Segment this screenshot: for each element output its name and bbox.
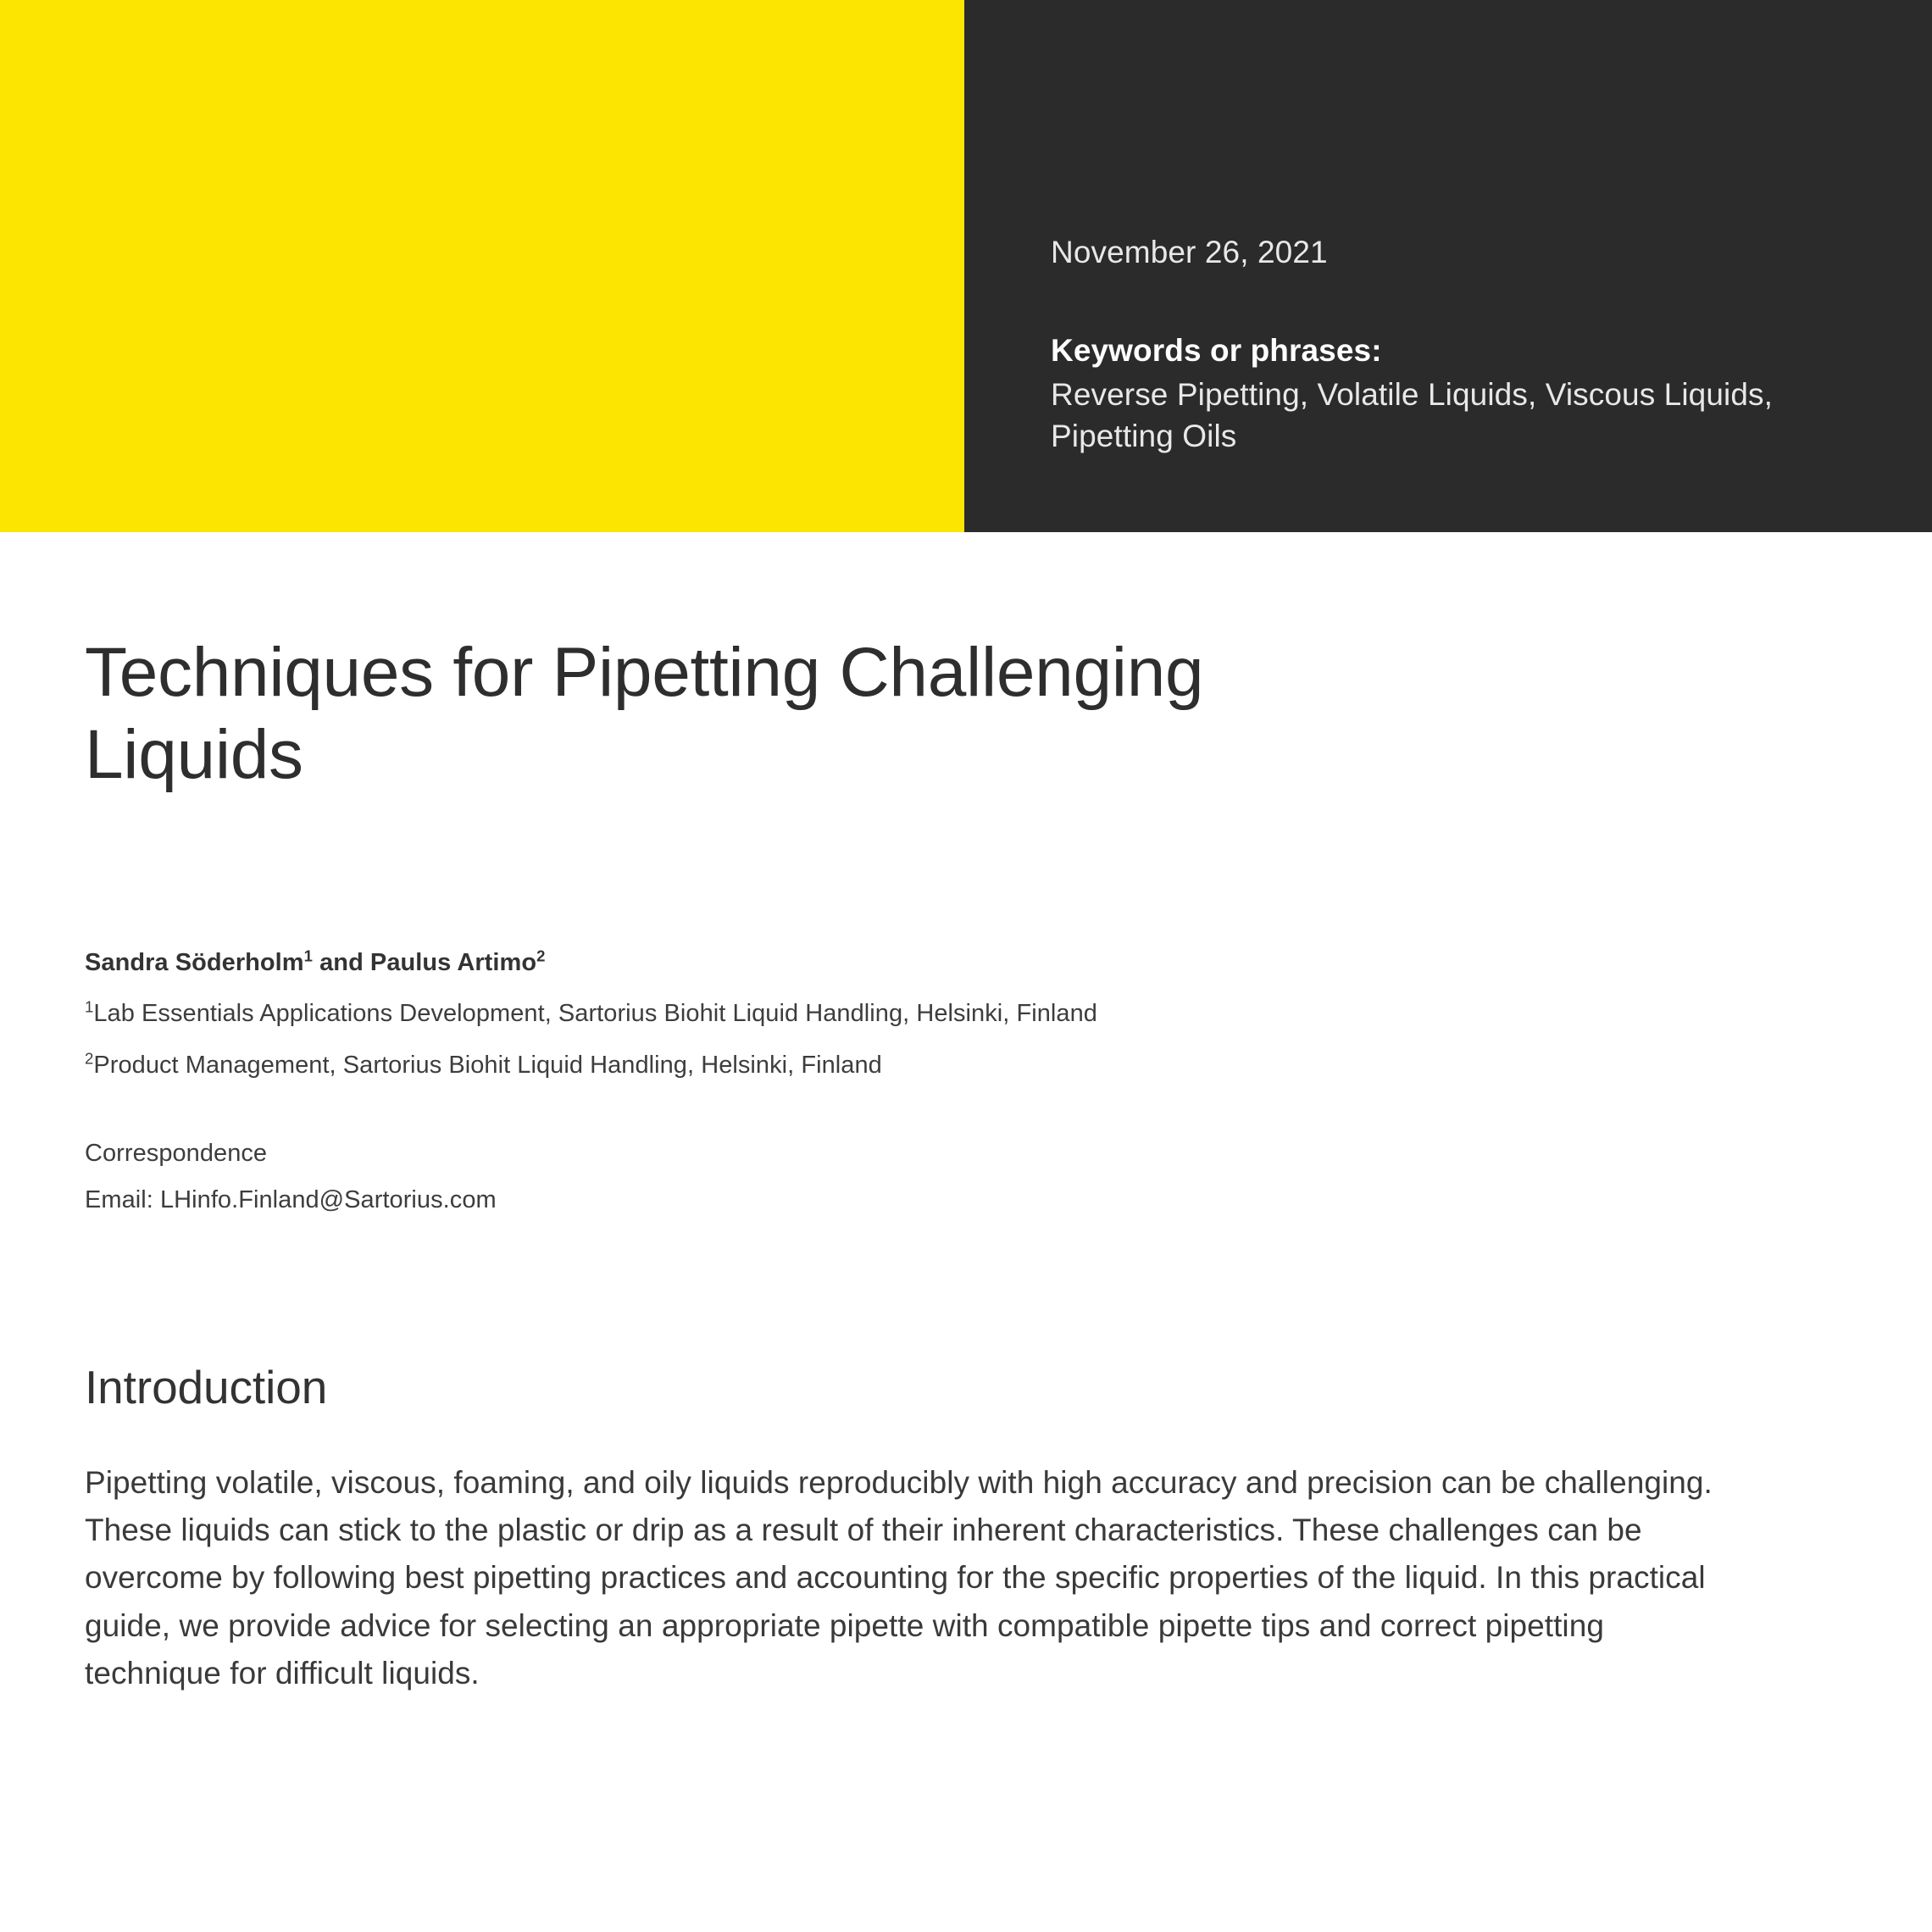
author-one-name: Sandra Söderholm xyxy=(85,948,304,976)
affiliation-text: Lab Essentials Applications Development, Sartorius Biohit Liquid Handling, Helsinki, Finland xyxy=(93,1000,1097,1028)
author-two-affiliation-marker: 2 xyxy=(536,946,546,964)
keywords-label: Keywords or phrases: xyxy=(1051,333,1382,369)
affiliation-item xyxy=(85,998,1737,1030)
page-body xyxy=(0,532,1932,1697)
affiliation-text: Product Management, Sartorius Biohit Liquid Handling, Helsinki, Finland xyxy=(93,1051,882,1079)
keywords-value: Reverse Pipetting, Volatile Liquids, Viscous Liquids, Pipetting Oils xyxy=(1051,376,1773,453)
author-names xyxy=(85,947,1737,980)
authors-block xyxy=(85,947,1737,1082)
publication-date: November 26, 2021 xyxy=(1051,235,1328,269)
author-one-affiliation-marker: 1 xyxy=(303,946,314,964)
header-banner xyxy=(0,0,1932,532)
section-paragraph-introduction: Pipetting volatile, viscous, foaming, and oily liquids reproducibly with high accuracy and precision can be challenging. These liquids can stick to the plastic or drip as a result of their inherent characteristics. These challenges can be overcome by following best pipetting practices and accounting for the specific properties of the liquid. In this practical guide, we provide advice for selecting an appropriate pipette with compatible pipette tips and correct pipetting technique for difficult liquids. xyxy=(85,1464,1713,1690)
content-column xyxy=(85,532,1737,1697)
correspondence-heading: Correspondence xyxy=(85,1139,268,1167)
metadata-panel-inner xyxy=(1051,0,1796,457)
affiliation-marker: 1 xyxy=(85,997,94,1016)
section-heading-introduction: Introduction xyxy=(85,1360,328,1413)
authors-conjunction: and Paulus Artimo xyxy=(313,948,537,976)
correspondence-block xyxy=(85,1138,1737,1217)
page-title: Techniques for Pipetting Challenging Liquids xyxy=(85,634,1204,793)
metadata-panel xyxy=(964,0,1932,532)
brand-color-block xyxy=(0,0,964,532)
affiliation-item xyxy=(85,1050,1737,1082)
affiliation-marker: 2 xyxy=(85,1049,94,1068)
correspondence-email[interactable]: Email: LHinfo.Finland@Sartorius.com xyxy=(85,1186,497,1214)
